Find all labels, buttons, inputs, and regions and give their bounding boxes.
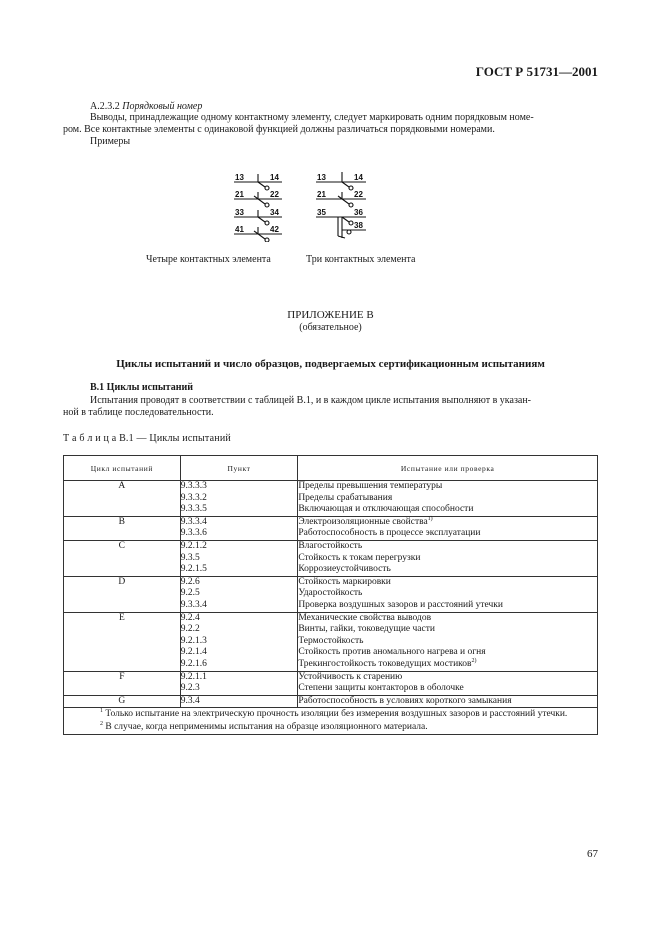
test-name-line bbox=[298, 564, 597, 576]
test-cell bbox=[298, 671, 598, 695]
test-name: Механические свойства выводов bbox=[298, 612, 432, 623]
test-name-line bbox=[298, 588, 597, 600]
cycle-cell: F bbox=[64, 671, 181, 695]
test-name: Степени защиты контакторов в оболочке bbox=[298, 683, 464, 694]
test-cell bbox=[298, 695, 598, 708]
cycle-cell: С bbox=[64, 540, 181, 576]
test-name-line bbox=[298, 683, 597, 695]
test-cell bbox=[298, 516, 598, 540]
diagram-label: 21 bbox=[235, 190, 244, 199]
test-name-line bbox=[298, 672, 597, 684]
test-name-line bbox=[298, 493, 597, 505]
cycle-cell: А bbox=[64, 481, 181, 517]
table-row bbox=[64, 540, 598, 576]
table-row bbox=[64, 481, 598, 517]
test-name: Пределы превышения температуры bbox=[298, 481, 443, 491]
section-number: А.2.3.2 bbox=[90, 101, 120, 112]
item-cell bbox=[180, 612, 298, 671]
appendix-subtitle: (обязательное) bbox=[299, 322, 362, 333]
b1-heading: В.1 Циклы испытаний bbox=[90, 382, 193, 393]
footnotes-cell bbox=[64, 708, 598, 735]
test-cycles-table bbox=[63, 455, 598, 735]
item-number: 9.2.1.2 bbox=[180, 540, 207, 551]
test-name: Стойкость маркировки bbox=[298, 576, 391, 587]
footnote-text: Только испытание на электрическую прочность изоляции без измерения воздушных зазоров и расстояний утечки. bbox=[105, 709, 568, 720]
footnote-ref: 2) bbox=[471, 657, 477, 664]
item-number: 9.2.5 bbox=[180, 588, 200, 599]
diagram-label: 14 bbox=[270, 173, 279, 182]
item-number: 9.3.3.4 bbox=[180, 599, 207, 610]
item-number: 9.3.3.4 bbox=[180, 516, 207, 527]
section-a232-line1: Выводы, принадлежащие одному контактному элементу, следует маркировать одним порядковым номе- bbox=[90, 112, 534, 123]
cycle-cell: G bbox=[64, 695, 181, 708]
item-number: 9.3.4 bbox=[180, 695, 200, 706]
footnotes-row bbox=[64, 708, 598, 735]
item-cell bbox=[180, 695, 298, 708]
test-name: Винты, гайки, токоведущие части bbox=[298, 624, 435, 635]
table-row bbox=[64, 612, 598, 671]
item-number: 9.2.1.5 bbox=[180, 564, 207, 575]
section-a232-line2: ром. Все контактные элементы с одинаковой функцией должны различаться порядковыми номерами. bbox=[63, 124, 495, 135]
document-code-header: ГОСТ Р 51731—2001 bbox=[475, 64, 598, 79]
item-number: 9.2.1.1 bbox=[180, 671, 207, 682]
test-cell bbox=[298, 612, 598, 671]
appendix-heading: Циклы испытаний и число образцов, подвергаемых сертификационным испытаниям bbox=[116, 358, 545, 370]
cycle-cell: D bbox=[64, 576, 181, 612]
contact-marking-diagram bbox=[232, 170, 372, 242]
test-name-line bbox=[298, 577, 597, 589]
caption-four-contacts: Четыре контактных элемента bbox=[146, 254, 271, 265]
cycle-cell: В bbox=[64, 516, 181, 540]
diagram-label: 41 bbox=[235, 225, 244, 234]
table-row bbox=[64, 695, 598, 708]
test-name: Работоспособность в условиях короткого замыкания bbox=[298, 695, 512, 706]
test-name: Стойкость против аномального нагрева и огня bbox=[298, 647, 486, 658]
appendix-title: ПРИЛОЖЕНИЕ В bbox=[287, 309, 374, 321]
diagram-label: 38 bbox=[354, 221, 363, 230]
test-cell bbox=[298, 540, 598, 576]
item-number: 9.2.1.3 bbox=[180, 635, 207, 646]
diagram-label: 22 bbox=[270, 190, 279, 199]
table-row bbox=[64, 516, 598, 540]
examples-label: Примеры bbox=[90, 136, 131, 147]
item-cell bbox=[180, 516, 298, 540]
item-number: 9.2.1.4 bbox=[180, 647, 207, 658]
footnote-1 bbox=[64, 708, 597, 721]
diagram-label: 35 bbox=[317, 208, 326, 217]
test-name-line bbox=[298, 481, 597, 493]
caption-three-contacts: Три контактных элемента bbox=[306, 254, 416, 265]
section-title: Порядковый номер bbox=[122, 101, 203, 112]
test-name: Устойчивость к старению bbox=[298, 671, 403, 682]
item-number: 9.3.3.2 bbox=[180, 492, 207, 503]
item-number: 9.2.4 bbox=[180, 612, 200, 623]
test-cell bbox=[298, 576, 598, 612]
item-cell bbox=[180, 576, 298, 612]
b1-paragraph-line2: ной в таблице последовательности. bbox=[63, 407, 214, 418]
diagram-label: 34 bbox=[270, 208, 279, 217]
item-number: 9.2.3 bbox=[180, 683, 200, 694]
diagram-label: 21 bbox=[317, 190, 326, 199]
test-name: Коррозиеустойчивость bbox=[298, 564, 391, 575]
header-item: Пункт bbox=[180, 456, 298, 481]
item-number: 9.3.3.6 bbox=[180, 528, 207, 539]
footnote-text: В случае, когда неприменимы испытания на образце изоляционного материала. bbox=[105, 722, 428, 733]
b1-paragraph-line1: Испытания проводят в соответствии с таблицей В.1, и в каждом цикле испытания выполняют в указан- bbox=[90, 395, 532, 406]
footnote-ref: 1) bbox=[427, 515, 433, 522]
test-name-line bbox=[298, 528, 597, 540]
test-name-line bbox=[298, 600, 597, 612]
table-row bbox=[64, 576, 598, 612]
header-test: Испытание или проверка bbox=[298, 456, 598, 481]
table-title: Т а б л и ц а В.1 — Циклы испытаний bbox=[63, 433, 231, 444]
test-name: Включающая и отключающая способности bbox=[298, 504, 474, 515]
item-cell bbox=[180, 671, 298, 695]
item-number: 9.2.2 bbox=[180, 624, 200, 635]
diagram-label: 33 bbox=[235, 208, 244, 217]
diagram-label: 36 bbox=[354, 208, 363, 217]
item-cell bbox=[180, 540, 298, 576]
test-name-line bbox=[298, 553, 597, 565]
footnote-mark: 1 bbox=[100, 708, 103, 715]
test-name: Трекингостойкость токоведущих мостиков bbox=[298, 658, 472, 669]
item-number: 9.3.5 bbox=[180, 552, 200, 563]
test-name-line bbox=[298, 624, 597, 636]
test-name-line bbox=[298, 647, 597, 659]
test-name: Пределы срабатывания bbox=[298, 492, 393, 503]
header-cycle: Цикл испытаний bbox=[64, 456, 181, 481]
cycle-cell: Е bbox=[64, 612, 181, 671]
table-row bbox=[64, 671, 598, 695]
test-name-line bbox=[298, 613, 597, 625]
page-number: 67 bbox=[587, 848, 598, 860]
diagram-label: 42 bbox=[270, 225, 279, 234]
test-name-line bbox=[298, 504, 597, 516]
diagram-label: 14 bbox=[354, 173, 363, 182]
test-name-line bbox=[298, 636, 597, 648]
test-name-line bbox=[298, 696, 597, 708]
diagram-label: 13 bbox=[317, 173, 326, 182]
diagram-label: 13 bbox=[235, 173, 244, 182]
item-number: 9.2.1.6 bbox=[180, 658, 207, 669]
footnote-mark: 2 bbox=[100, 721, 103, 728]
item-number: 9.3.3.3 bbox=[180, 481, 207, 491]
test-name: Электроизоляционные свойства bbox=[298, 516, 428, 527]
test-name: Проверка воздушных зазоров и расстояний утечки bbox=[298, 599, 503, 610]
test-name: Термостойкость bbox=[298, 635, 364, 646]
test-name-line bbox=[298, 659, 597, 671]
test-name: Влагостойкость bbox=[298, 540, 363, 551]
test-cell bbox=[298, 481, 598, 517]
test-name: Ударостойкость bbox=[298, 588, 363, 599]
item-number: 9.2.6 bbox=[180, 576, 200, 587]
test-name-line bbox=[298, 517, 597, 529]
footnote-2 bbox=[64, 721, 597, 734]
test-name-line bbox=[298, 541, 597, 553]
diagram-label: 22 bbox=[354, 190, 363, 199]
test-name: Стойкость к токам перегрузки bbox=[298, 552, 421, 563]
table-header-row bbox=[64, 456, 598, 481]
item-cell bbox=[180, 481, 298, 517]
test-name: Работоспособность в процессе эксплуатации bbox=[298, 528, 481, 539]
item-number: 9.3.3.5 bbox=[180, 504, 207, 515]
